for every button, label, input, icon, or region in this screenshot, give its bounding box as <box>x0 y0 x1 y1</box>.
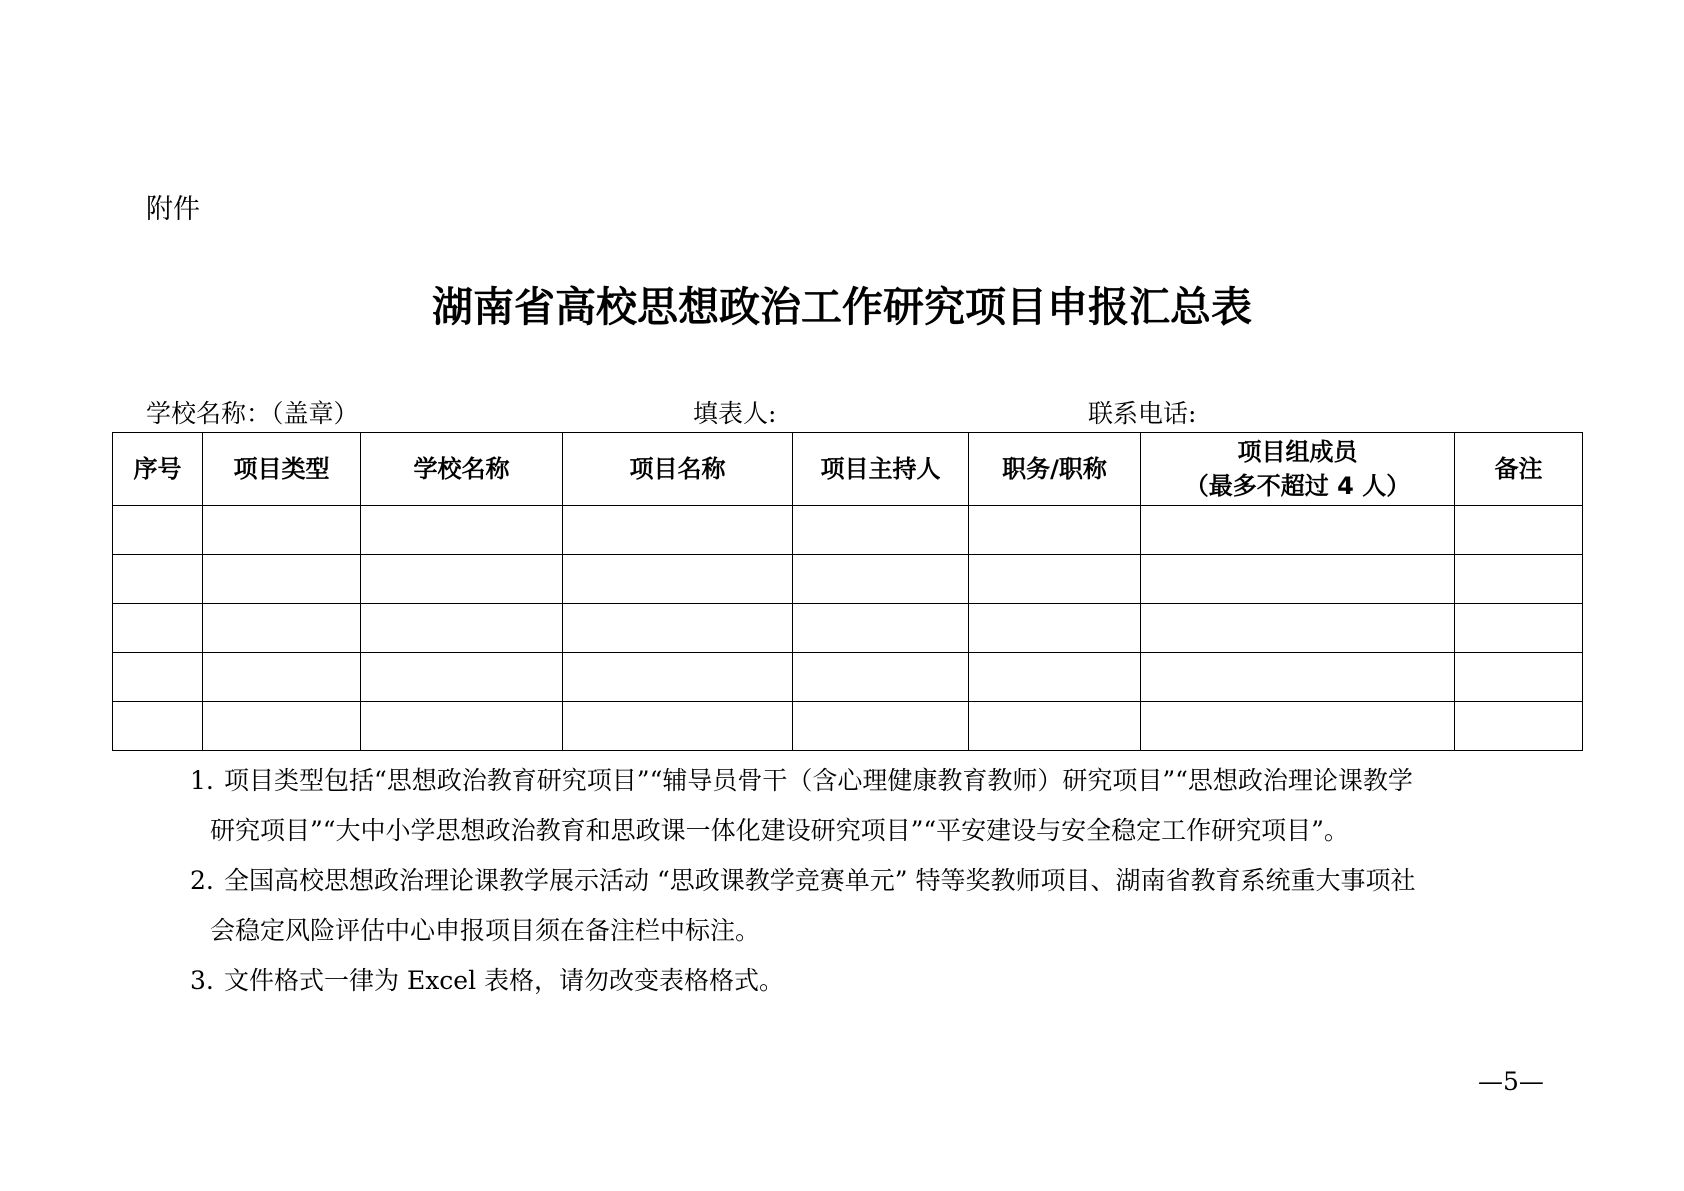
table-row <box>113 604 1583 653</box>
note-text-line: 全国高校思想政治理论课教学展示活动 “思政课教学竞赛单元” 特等奖教师项目、湖南省教育系统重大事项社 <box>224 866 1416 895</box>
table-cell[interactable] <box>1141 604 1455 653</box>
notes-section <box>190 756 1590 1006</box>
table-cell[interactable] <box>793 506 969 555</box>
table-cell[interactable] <box>1455 604 1583 653</box>
table-row <box>113 555 1583 604</box>
table-row <box>113 653 1583 702</box>
note-text <box>210 856 1590 956</box>
attachment-label: 附件 <box>146 194 200 225</box>
table-cell[interactable] <box>563 702 793 751</box>
table-cell[interactable] <box>969 702 1141 751</box>
filler-field-label: 填表人: <box>693 399 777 428</box>
document-title: 湖南省高校思想政治工作研究项目申报汇总表 <box>432 283 1252 331</box>
header-label: 项目类型 <box>233 455 330 483</box>
table-cell[interactable] <box>793 555 969 604</box>
header-label: 序号 <box>133 455 182 483</box>
header-label: 职务/职称 <box>1002 455 1107 483</box>
note-item <box>190 956 1590 1006</box>
note-number: 3. <box>190 966 214 995</box>
table-cell[interactable] <box>793 702 969 751</box>
table-cell[interactable] <box>563 653 793 702</box>
note-item <box>190 856 1590 956</box>
table-cell[interactable] <box>113 555 203 604</box>
header-cell-index <box>113 433 203 506</box>
header-cell-school-name <box>361 433 563 506</box>
table-cell[interactable] <box>361 702 563 751</box>
note-text-line: 研究项目”“大中小学思想政治教育和思政课一体化建设研究项目”“平安建设与安全稳定工作研究项目”。 <box>210 816 1349 845</box>
school-name-field-label: 学校名称：（盖章） <box>146 399 359 428</box>
page-number: —5— <box>1478 1067 1544 1096</box>
note-text <box>210 756 1590 856</box>
header-cell-project-type <box>203 433 361 506</box>
table-cell[interactable] <box>793 653 969 702</box>
table-cell[interactable] <box>1455 702 1583 751</box>
table-cell[interactable] <box>361 653 563 702</box>
table-cell[interactable] <box>203 506 361 555</box>
header-cell-project-leader <box>793 433 969 506</box>
table-cell[interactable] <box>203 702 361 751</box>
header-cell-remarks <box>1455 433 1583 506</box>
header-label: 学校名称 <box>413 455 510 483</box>
table-cell[interactable] <box>1141 555 1455 604</box>
table-cell[interactable] <box>969 604 1141 653</box>
note-item <box>190 756 1590 856</box>
note-number: 2. <box>190 866 214 895</box>
table-cell[interactable] <box>1455 653 1583 702</box>
table-cell[interactable] <box>563 555 793 604</box>
table-cell[interactable] <box>113 653 203 702</box>
table-cell[interactable] <box>1141 702 1455 751</box>
note-text-line: 会稳定风险评估中心申报项目须在备注栏中标注。 <box>210 916 761 945</box>
table-cell[interactable] <box>361 506 563 555</box>
table-cell[interactable] <box>113 702 203 751</box>
table-cell[interactable] <box>969 555 1141 604</box>
note-text-line: 文件格式一律为 Excel 表格，请勿改变表格格式。 <box>224 966 785 995</box>
header-label: 备注 <box>1494 455 1543 483</box>
table-cell[interactable] <box>361 555 563 604</box>
table-cell[interactable] <box>1455 506 1583 555</box>
header-label: 项目组成员 <box>1237 438 1358 466</box>
phone-field-label: 联系电话: <box>1088 399 1197 428</box>
table-cell[interactable] <box>1141 653 1455 702</box>
summary-table <box>112 432 1583 751</box>
table-cell[interactable] <box>1455 555 1583 604</box>
table-header-row <box>113 433 1583 506</box>
header-label: 项目名称 <box>629 455 726 483</box>
table-cell[interactable] <box>361 604 563 653</box>
header-sublabel: （最多不超过 4 人） <box>1184 472 1411 500</box>
table-cell[interactable] <box>113 604 203 653</box>
note-text-line: 项目类型包括“思想政治教育研究项目”“辅导员骨干（含心理健康教育教师）研究项目”“思想政治理论课教学 <box>224 766 1413 795</box>
table-row <box>113 506 1583 555</box>
header-label: 项目主持人 <box>820 455 941 483</box>
table-cell[interactable] <box>113 506 203 555</box>
note-text <box>224 956 1590 1006</box>
header-cell-position-title <box>969 433 1141 506</box>
table-cell[interactable] <box>203 555 361 604</box>
table-cell[interactable] <box>793 604 969 653</box>
header-cell-project-name <box>563 433 793 506</box>
table-cell[interactable] <box>563 604 793 653</box>
table-cell[interactable] <box>563 506 793 555</box>
table-cell[interactable] <box>1141 506 1455 555</box>
table-cell[interactable] <box>969 653 1141 702</box>
table-cell[interactable] <box>203 604 361 653</box>
table-row <box>113 702 1583 751</box>
table-cell[interactable] <box>203 653 361 702</box>
table-cell[interactable] <box>969 506 1141 555</box>
header-cell-team-members <box>1141 433 1455 506</box>
note-number: 1. <box>190 766 214 795</box>
